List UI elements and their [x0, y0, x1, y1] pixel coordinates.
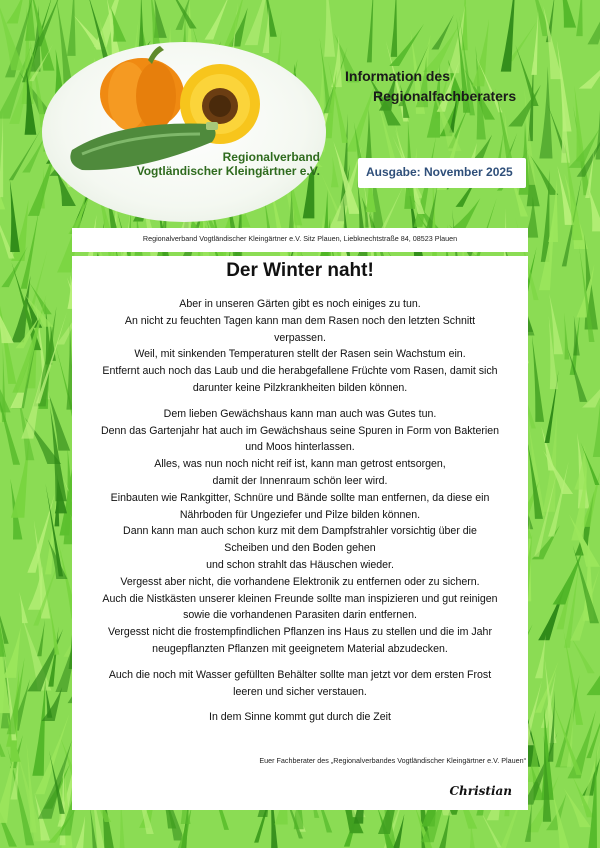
article-line: An nicht zu feuchten Tagen kann man dem Rasen noch den letzten Schnitt — [124, 314, 476, 327]
pumpkin-icon — [100, 46, 184, 130]
article-line: sowie die vorhandenen Parasiten darin entfernen. — [183, 609, 417, 622]
article-line: Nährboden für Ungeziefer und Pilze bilden können. — [179, 508, 421, 521]
article-line: Vergesst aber nicht, die vorhandene Elektronik zu entfernen oder zu sichern. — [120, 575, 480, 588]
article-line: Scheiben und den Boden gehen — [224, 542, 376, 555]
org-name — [120, 150, 320, 178]
article-line: Dann kann man auch schon kurz mit dem Dampfstrahler vorsichtig über die — [123, 525, 477, 538]
article-line: und schon strahlt das Häuschen wieder. — [206, 558, 394, 571]
article-line: darunter keine Pilzkrankheiten bilden können. — [192, 381, 408, 394]
address-line: Regionalverband Vogtländischer Kleingärtner e.V. Sitz Plauen, Liebknechtstraße 84, 08523 Plauen — [142, 234, 458, 243]
article-line: Aber in unseren Gärten gibt es noch einiges zu tun. — [179, 298, 421, 310]
article-line: Vergesst nicht die frostempfindlichen Pflanzen ins Haus zu stellen und die im Jahr — [108, 626, 492, 639]
article-line: Weil, mit sinkenden Temperaturen stellt der Rasen sein Wachstum ein. — [134, 348, 466, 361]
article-line: Dem lieben Gewächshaus kann man auch was Gutes tun. — [163, 407, 437, 420]
info-title-line2: Regionalfachberaters — [373, 88, 517, 104]
info-title-line1: Information des — [345, 68, 451, 84]
article-line: neugepflanzten Pflanzen mit geeignetem Material abzudecken. — [152, 642, 448, 655]
edition-label: Ausgabe: November 2025 — [366, 165, 513, 179]
info-title — [345, 66, 516, 106]
article-body — [80, 296, 520, 726]
article-line: damit der Innenraum schön leer wird. — [212, 474, 388, 487]
article-line: Entfernt auch noch das Laub und die herabgefallene Früchte vom Rasen, damit sich — [102, 365, 498, 378]
paragraph-gap — [80, 658, 520, 667]
article-line: verpassen. — [274, 331, 326, 344]
org-name-line2: Vogtländischer Kleingärtner e.V. — [136, 164, 320, 178]
article-line: Auch die Nistkästen unserer kleinen Freunde sollte man inspizieren und gut reinigen — [102, 592, 498, 605]
article-headline: Der Winter naht! — [226, 260, 374, 281]
org-name-line1: Regionalverband — [222, 150, 320, 164]
article-line: Alles, was nun noch nicht reif ist, kann man getrost entsorgen, — [154, 458, 446, 471]
paragraph-gap — [80, 700, 520, 709]
article-line: Denn das Gartenjahr hat auch im Gewächshaus seine Spuren in Form von Bakterien — [100, 424, 500, 437]
article-line: leeren und sicher verstauen. — [233, 685, 367, 698]
article-line: In dem Sinne kommt gut durch die Zeit — [209, 711, 391, 724]
article-line: Auch die noch mit Wasser gefüllten Behälter sollte man jetzt vor dem ersten Frost — [108, 668, 492, 681]
signoff-line: Euer Fachberater des „Regionalverbandes Vogtländischer Kleingärtner e.V. Plauen“ — [259, 756, 526, 765]
paragraph-gap — [80, 397, 520, 406]
article-line: und Moos hinterlassen. — [245, 441, 355, 454]
signature: Christian — [449, 784, 512, 798]
article-line: Einbauten wie Rankgitter, Schnüre und Bände sollte man entfernen, da diese ein — [110, 491, 490, 504]
